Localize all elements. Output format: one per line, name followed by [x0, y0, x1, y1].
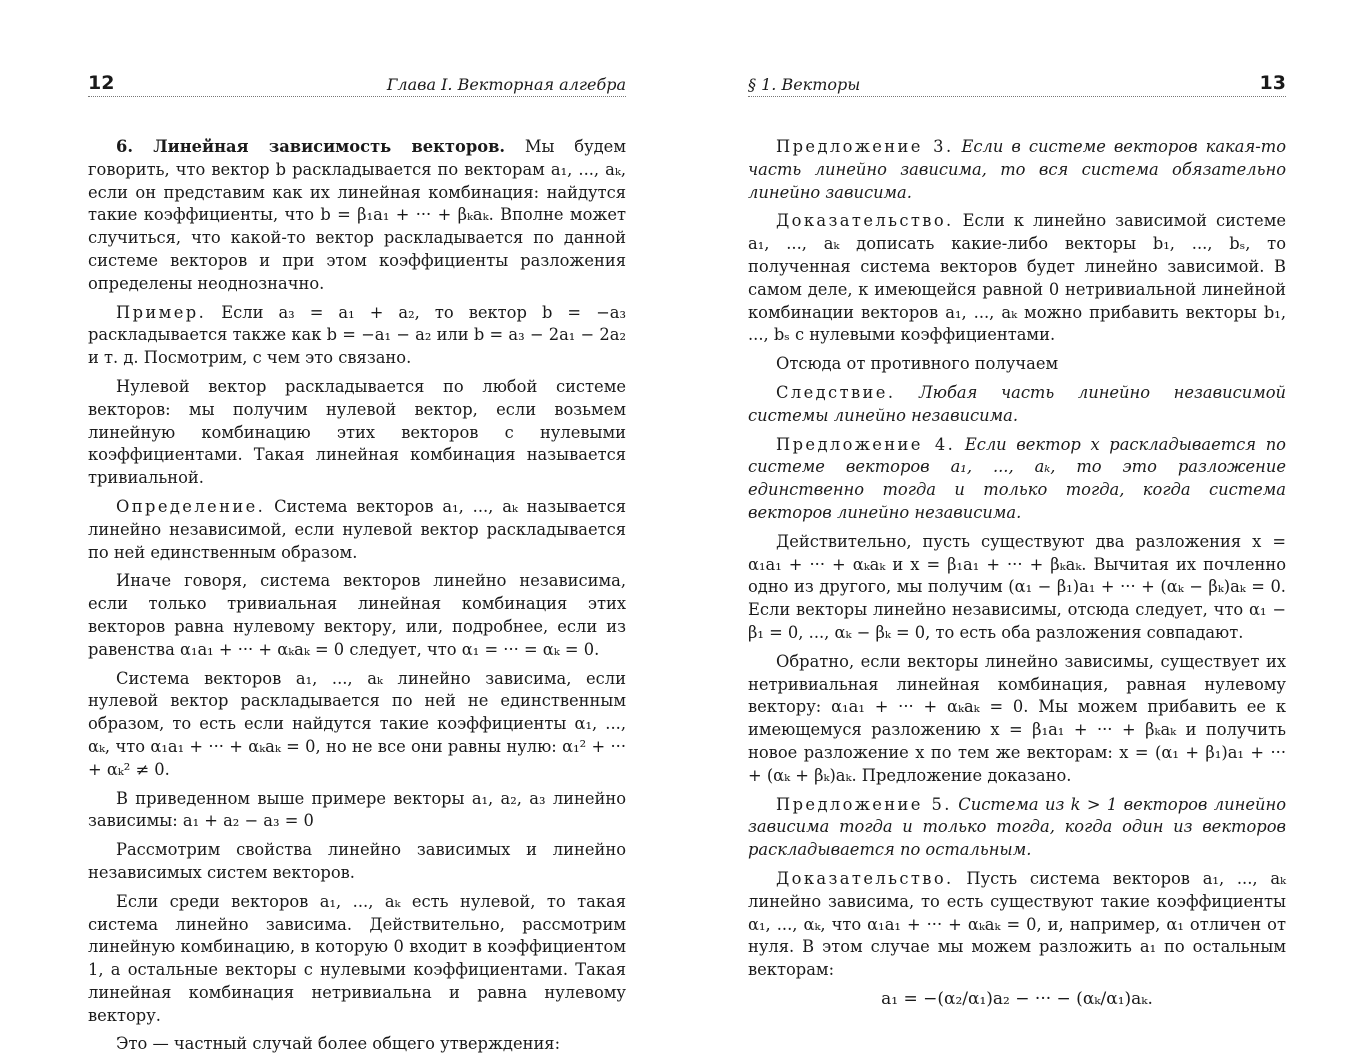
- paragraph: [88, 839, 626, 885]
- paragraph: [748, 210, 1286, 347]
- page-number: 13: [1259, 72, 1286, 94]
- proposition-label: Предложение 3.: [776, 137, 954, 156]
- proposition-label: Предложение 5.: [776, 794, 952, 814]
- running-head: [88, 72, 626, 97]
- paragraph-text: Иначе говоря, система векторов линейно независима, если только тривиальная линейная комбинация этих векторов равна нулевому вектору, или, подробнее, если из равенства α₁a₁ + ··· + αₖaₖ = 0 следует, что α₁ = ··· = αₖ = 0.: [88, 571, 626, 659]
- paragraph-text: Обратно, если векторы линейно зависимы, существует их нетривиальная линейная комбинация, равная нулевому вектору: α₁a₁ + ··· + αₖaₖ = 0. Мы можем прибавить ее к имеющемуся разложению x = β₁a₁ + ··· + βₖaₖ и получить новое разложение x по тем же векторам: x = (α₁ + β₁)a₁ + ··· + (αₖ + βₖ)aₖ. Предложение доказано.: [748, 651, 1286, 785]
- right-page: [748, 0, 1286, 1045]
- paragraph: [748, 868, 1286, 982]
- proposition-text: Система из k > 1 векторов линейно зависима тогда и только тогда, когда один из векторов раскладывается по остальным.: [748, 794, 1286, 860]
- proposition-label: Предложение 4.: [776, 434, 956, 454]
- paragraph-text: Это — частный случай более общего утверждения:: [116, 1034, 561, 1054]
- paragraph: [88, 496, 626, 564]
- left-page: [88, 0, 626, 1054]
- paragraph-text: Система векторов a₁, ..., aₖ называется линейно независимой, если нулевой вектор раскладывается по ней единственным образом.: [88, 496, 626, 562]
- paragraph: [748, 651, 1286, 788]
- paragraph: [748, 382, 1286, 428]
- proposition-text: Если в системе векторов какая-то часть линейно зависима, то вся система обязательно линейно зависима.: [748, 137, 1287, 202]
- display-formula: a₁ = −(α₂/α₁)a₂ − ··· − (αₖ/α₁)aₖ.: [881, 988, 1153, 1009]
- paragraph-text: В приведенном выше примере векторы a₁, a₂, a₃ линейно зависимы: a₁ + a₂ − a₃ = 0: [88, 788, 626, 831]
- paragraph: [748, 794, 1286, 862]
- proof-label: Доказательство.: [776, 868, 954, 888]
- paragraph: [748, 434, 1286, 525]
- paragraph: [88, 570, 626, 661]
- running-head: [748, 72, 1286, 97]
- chapter-title: Глава I. Векторная алгебра: [386, 75, 626, 94]
- proof-label: Доказательство.: [776, 211, 954, 231]
- paragraph-text: Нулевой вектор раскладывается по любой системе векторов: мы получим нулевой вектор, если возьмем линейную комбинацию этих векторов с нулевыми коэффициентами. Такая линейная комбинация называется тривиальной.: [88, 376, 626, 488]
- paragraph-text: Рассмотрим свойства линейно зависимых и линейно независимых систем векторов.: [88, 840, 626, 882]
- paragraph: [88, 668, 626, 782]
- paragraph-text: Если среди векторов a₁, ..., aₖ есть нулевой, то такая система линейно зависима. Действительно, рассмотрим линейную комбинацию, в которую 0 входит в коэффициентом 1, а остальные векторы с нулевыми коэффициентами. Такая линейная комбинация нетривиальна и равна нулевому вектору.: [88, 891, 626, 1025]
- paragraph-text: Если к линейно зависимой системе a₁, ..., aₖ дописать какие-либо векторы b₁, ..., bₛ, то полученная система векторов будет линейно зависимой. В самом деле, к имеющейся равной 0 нетривиальной линейной комбинации векторов a₁, ..., aₖ можно прибавить векторы b₁, ..., bₛ с нулевыми коэффициентами.: [748, 211, 1286, 345]
- page-body: [748, 136, 1286, 1011]
- corollary-text: Любая часть линейно независимой системы линейно независима.: [748, 382, 1286, 425]
- paragraph: [88, 891, 626, 1028]
- definition-label: Определение.: [116, 496, 266, 516]
- paragraph-text: Действительно, пусть существуют два разложения x = α₁a₁ + ··· + αₖaₖ и x = β₁a₁ + ··· + βₖaₖ. Вычитая их почленно одно из другого, мы получим (α₁ − β₁)a₁ + ··· + (αₖ − βₖ)aₖ = 0. Если векторы линейно независимы, отсюда следует, что α₁ − β₁ = 0, ..., αₖ − βₖ = 0, то есть оба разложения совпадают.: [748, 531, 1286, 642]
- example-label: Пример.: [116, 302, 207, 322]
- corollary-label: Следствие.: [776, 382, 896, 402]
- paragraph: [88, 302, 626, 370]
- paragraph: [88, 136, 626, 296]
- paragraph-text: Система векторов a₁, ..., aₖ линейно зависима, если нулевой вектор раскладывается по ней не единственным образом, то есть если найдутся такие коэффициенты α₁, ..., αₖ, что α₁a₁ + ··· + αₖaₖ = 0, но не все они равны нулю: α₁² + ··· + αₖ² ≠ 0.: [88, 668, 626, 779]
- paragraph-text: Отсюда от противного получаем: [776, 354, 1059, 374]
- proposition-text: Если вектор x раскладывается по системе векторов a₁, ..., aₖ, то это разложение единственно тогда и только тогда, когда система векторов линейно независима.: [748, 434, 1286, 522]
- paragraph-text: Если a₃ = a₁ + a₂, то вектор b = −a₃ раскладывается также как b = −a₁ − a₂ или b = a₃ − 2a₁ − 2a₂ и т. д. Посмотрим, с чем это связано.: [88, 302, 626, 368]
- paragraph-text: Пусть система векторов a₁, ..., aₖ линейно зависима, то есть существуют такие коэффициенты α₁, ..., αₖ, что α₁a₁ + ··· + αₖaₖ = 0, и, например, α₁ отличен от нуля. В этом случае мы можем разложить a₁ по остальным векторам:: [748, 868, 1286, 980]
- paragraph: [88, 376, 626, 490]
- section-title: § 1. Векторы: [748, 75, 861, 94]
- page-number: 12: [88, 72, 115, 94]
- paragraph: [88, 788, 626, 834]
- paragraph: [748, 136, 1286, 204]
- paragraph-text: Мы будем говорить, что вектор b раскладывается по векторам a₁, ..., aₖ, если он представим как их линейная комбинация: найдутся такие коэффициенты, что b = β₁a₁ + ··· + βₖaₖ. Вполне может случиться, что какой-то вектор раскладывается по данной системе векторов и при этом коэффициенты разложения определены неоднозначно.: [88, 137, 626, 293]
- section-heading: 6. Линейная зависимость векторов.: [116, 137, 506, 156]
- paragraph: [748, 531, 1286, 645]
- page-body: [88, 136, 626, 1062]
- paragraph: [748, 353, 1286, 376]
